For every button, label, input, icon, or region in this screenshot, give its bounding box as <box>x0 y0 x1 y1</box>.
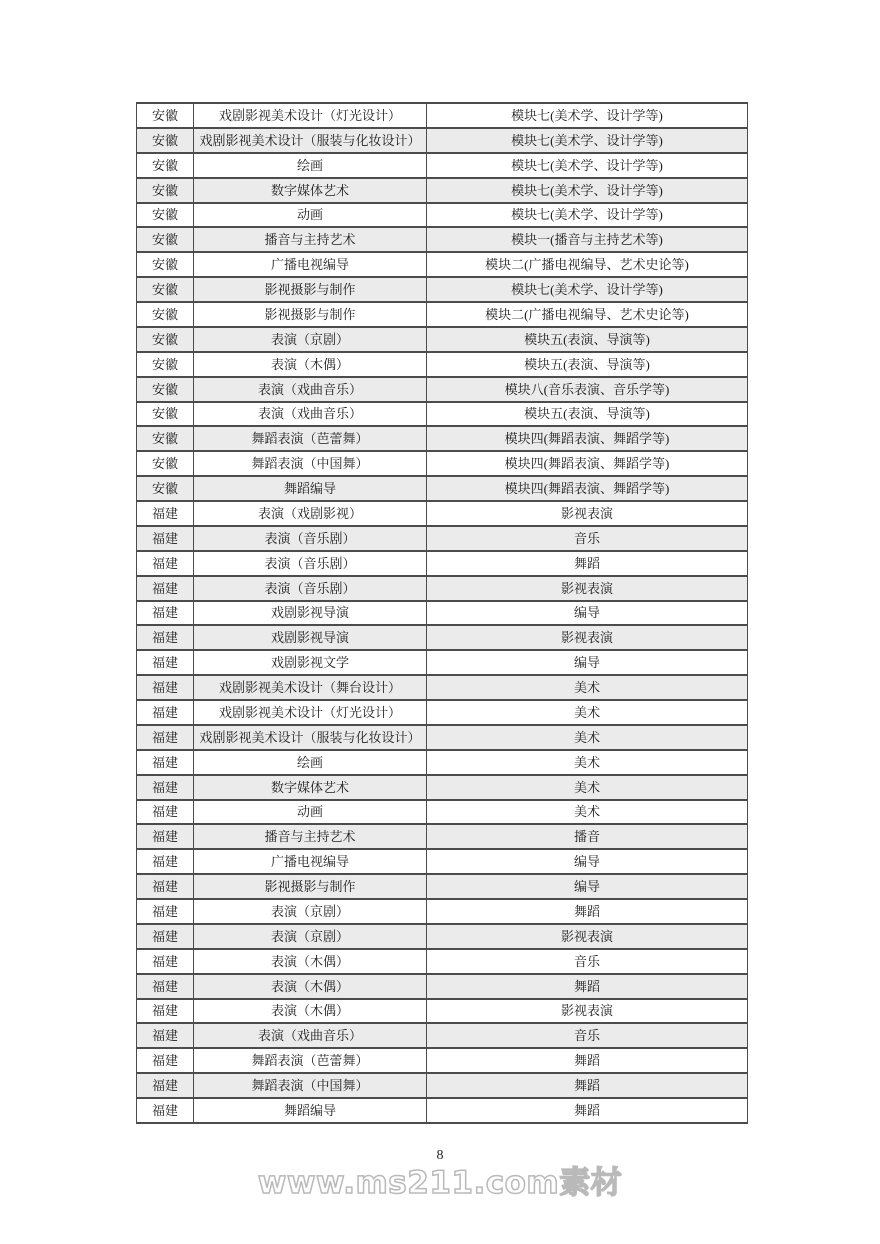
category-cell: 舞蹈 <box>427 899 748 924</box>
table-row <box>137 1023 748 1048</box>
province-cell: 安徽 <box>137 277 194 302</box>
major-cell: 戏剧影视美术设计（服装与化妆设计） <box>194 725 427 750</box>
category-cell: 影视表演 <box>427 924 748 949</box>
major-cell: 表演（木偶） <box>194 999 427 1024</box>
majors-table-body <box>137 103 748 1123</box>
table-row <box>137 302 748 327</box>
table-row <box>137 178 748 203</box>
table-row <box>137 999 748 1024</box>
major-cell: 数字媒体艺术 <box>194 178 427 203</box>
major-cell: 戏剧影视美术设计（灯光设计） <box>194 700 427 725</box>
province-cell: 安徽 <box>137 426 194 451</box>
table-row <box>137 352 748 377</box>
table-row <box>137 501 748 526</box>
category-cell: 舞蹈 <box>427 1073 748 1098</box>
province-cell: 福建 <box>137 849 194 874</box>
table-row <box>137 277 748 302</box>
table-row <box>137 849 748 874</box>
province-cell: 安徽 <box>137 252 194 277</box>
province-cell: 安徽 <box>137 203 194 228</box>
table-row <box>137 874 748 899</box>
province-cell: 安徽 <box>137 327 194 352</box>
watermark: www.ms211.com素材 <box>257 1165 623 1201</box>
category-cell: 影视表演 <box>427 999 748 1024</box>
province-cell: 福建 <box>137 1073 194 1098</box>
province-cell: 安徽 <box>137 402 194 427</box>
table-row <box>137 476 748 501</box>
province-cell: 安徽 <box>137 302 194 327</box>
table-row <box>137 377 748 402</box>
table-row <box>137 824 748 849</box>
table-row <box>137 1073 748 1098</box>
province-cell: 福建 <box>137 576 194 601</box>
major-cell: 表演（音乐剧） <box>194 576 427 601</box>
table-row <box>137 576 748 601</box>
province-cell: 安徽 <box>137 377 194 402</box>
province-cell: 福建 <box>137 625 194 650</box>
category-cell: 模块四(舞蹈表演、舞蹈学等) <box>427 426 748 451</box>
category-cell: 舞蹈 <box>427 1048 748 1073</box>
table-row <box>137 526 748 551</box>
province-cell: 福建 <box>137 650 194 675</box>
category-cell: 模块八(音乐表演、音乐学等) <box>427 377 748 402</box>
category-cell: 音乐 <box>427 526 748 551</box>
major-cell: 影视摄影与制作 <box>194 302 427 327</box>
major-cell: 戏剧影视美术设计（舞台设计） <box>194 675 427 700</box>
province-cell: 福建 <box>137 675 194 700</box>
category-cell: 美术 <box>427 800 748 825</box>
category-cell: 模块五(表演、导演等) <box>427 352 748 377</box>
province-cell: 安徽 <box>137 103 194 128</box>
table-row <box>137 227 748 252</box>
category-cell: 音乐 <box>427 949 748 974</box>
major-cell: 舞蹈表演（芭蕾舞） <box>194 426 427 451</box>
province-cell: 安徽 <box>137 128 194 153</box>
category-cell: 影视表演 <box>427 625 748 650</box>
table-row <box>137 750 748 775</box>
province-cell: 安徽 <box>137 153 194 178</box>
province-cell: 安徽 <box>137 352 194 377</box>
category-cell: 舞蹈 <box>427 1098 748 1123</box>
major-cell: 舞蹈编导 <box>194 1098 427 1123</box>
province-cell: 福建 <box>137 775 194 800</box>
table-row <box>137 800 748 825</box>
major-cell: 数字媒体艺术 <box>194 775 427 800</box>
major-cell: 广播电视编导 <box>194 849 427 874</box>
major-cell: 表演（京剧） <box>194 327 427 352</box>
province-cell: 福建 <box>137 501 194 526</box>
table-row <box>137 675 748 700</box>
category-cell: 模块四(舞蹈表演、舞蹈学等) <box>427 451 748 476</box>
category-cell: 美术 <box>427 675 748 700</box>
category-cell: 播音 <box>427 824 748 849</box>
province-cell: 福建 <box>137 725 194 750</box>
table-row <box>137 775 748 800</box>
major-cell: 影视摄影与制作 <box>194 874 427 899</box>
category-cell: 美术 <box>427 750 748 775</box>
province-cell: 福建 <box>137 924 194 949</box>
category-cell: 影视表演 <box>427 576 748 601</box>
major-cell: 动画 <box>194 800 427 825</box>
majors-table <box>136 102 748 1124</box>
major-cell: 戏剧影视美术设计（服装与化妆设计） <box>194 128 427 153</box>
province-cell: 福建 <box>137 899 194 924</box>
province-cell: 福建 <box>137 601 194 626</box>
table-row <box>137 551 748 576</box>
province-cell: 福建 <box>137 1098 194 1123</box>
category-cell: 编导 <box>427 650 748 675</box>
province-cell: 福建 <box>137 974 194 999</box>
province-cell: 福建 <box>137 700 194 725</box>
major-cell: 表演（音乐剧） <box>194 526 427 551</box>
table-row <box>137 203 748 228</box>
province-cell: 福建 <box>137 551 194 576</box>
table-row <box>137 650 748 675</box>
category-cell: 模块一(播音与主持艺术等) <box>427 227 748 252</box>
major-cell: 表演（音乐剧） <box>194 551 427 576</box>
page-number: 8 <box>436 1148 444 1163</box>
major-cell: 表演（京剧） <box>194 899 427 924</box>
category-cell: 模块七(美术学、设计学等) <box>427 203 748 228</box>
category-cell: 模块二(广播电视编导、艺术史论等) <box>427 302 748 327</box>
category-cell: 舞蹈 <box>427 974 748 999</box>
table-row <box>137 252 748 277</box>
major-cell: 舞蹈表演（芭蕾舞） <box>194 1048 427 1073</box>
province-cell: 安徽 <box>137 227 194 252</box>
province-cell: 安徽 <box>137 178 194 203</box>
table-row <box>137 327 748 352</box>
major-cell: 广播电视编导 <box>194 252 427 277</box>
category-cell: 音乐 <box>427 1023 748 1048</box>
province-cell: 福建 <box>137 1048 194 1073</box>
province-cell: 福建 <box>137 526 194 551</box>
category-cell: 舞蹈 <box>427 551 748 576</box>
category-cell: 模块七(美术学、设计学等) <box>427 103 748 128</box>
major-cell: 绘画 <box>194 153 427 178</box>
table-row <box>137 103 748 128</box>
table-row <box>137 451 748 476</box>
category-cell: 模块五(表演、导演等) <box>427 402 748 427</box>
major-cell: 表演（戏曲音乐） <box>194 402 427 427</box>
major-cell: 舞蹈表演（中国舞） <box>194 1073 427 1098</box>
major-cell: 表演（戏曲音乐） <box>194 1023 427 1048</box>
major-cell: 表演（戏曲音乐） <box>194 377 427 402</box>
major-cell: 表演（木偶） <box>194 352 427 377</box>
table-row <box>137 949 748 974</box>
table-row <box>137 128 748 153</box>
major-cell: 表演（京剧） <box>194 924 427 949</box>
category-cell: 模块七(美术学、设计学等) <box>427 178 748 203</box>
province-cell: 福建 <box>137 750 194 775</box>
category-cell: 模块七(美术学、设计学等) <box>427 277 748 302</box>
category-cell: 影视表演 <box>427 501 748 526</box>
category-cell: 模块七(美术学、设计学等) <box>427 128 748 153</box>
province-cell: 福建 <box>137 800 194 825</box>
major-cell: 播音与主持艺术 <box>194 227 427 252</box>
category-cell: 模块二(广播电视编导、艺术史论等) <box>427 252 748 277</box>
major-cell: 戏剧影视导演 <box>194 625 427 650</box>
major-cell: 表演（木偶） <box>194 974 427 999</box>
province-cell: 福建 <box>137 949 194 974</box>
major-cell: 戏剧影视美术设计（灯光设计） <box>194 103 427 128</box>
province-cell: 福建 <box>137 999 194 1024</box>
category-cell: 编导 <box>427 874 748 899</box>
table-row <box>137 899 748 924</box>
major-cell: 戏剧影视导演 <box>194 601 427 626</box>
province-cell: 安徽 <box>137 451 194 476</box>
table-row <box>137 153 748 178</box>
table-row <box>137 924 748 949</box>
major-cell: 影视摄影与制作 <box>194 277 427 302</box>
table-row <box>137 1048 748 1073</box>
table-row <box>137 426 748 451</box>
table-row <box>137 402 748 427</box>
major-cell: 表演（木偶） <box>194 949 427 974</box>
table-row <box>137 725 748 750</box>
major-cell: 舞蹈编导 <box>194 476 427 501</box>
major-cell: 表演（戏剧影视） <box>194 501 427 526</box>
major-cell: 戏剧影视文学 <box>194 650 427 675</box>
table-row <box>137 700 748 725</box>
table-row <box>137 1098 748 1123</box>
category-cell: 美术 <box>427 700 748 725</box>
table-row <box>137 974 748 999</box>
table-row <box>137 601 748 626</box>
category-cell: 美术 <box>427 775 748 800</box>
table-row <box>137 625 748 650</box>
category-cell: 编导 <box>427 601 748 626</box>
province-cell: 安徽 <box>137 476 194 501</box>
category-cell: 编导 <box>427 849 748 874</box>
category-cell: 模块四(舞蹈表演、舞蹈学等) <box>427 476 748 501</box>
province-cell: 福建 <box>137 824 194 849</box>
category-cell: 美术 <box>427 725 748 750</box>
province-cell: 福建 <box>137 874 194 899</box>
major-cell: 动画 <box>194 203 427 228</box>
province-cell: 福建 <box>137 1023 194 1048</box>
major-cell: 播音与主持艺术 <box>194 824 427 849</box>
category-cell: 模块七(美术学、设计学等) <box>427 153 748 178</box>
category-cell: 模块五(表演、导演等) <box>427 327 748 352</box>
major-cell: 绘画 <box>194 750 427 775</box>
major-cell: 舞蹈表演（中国舞） <box>194 451 427 476</box>
